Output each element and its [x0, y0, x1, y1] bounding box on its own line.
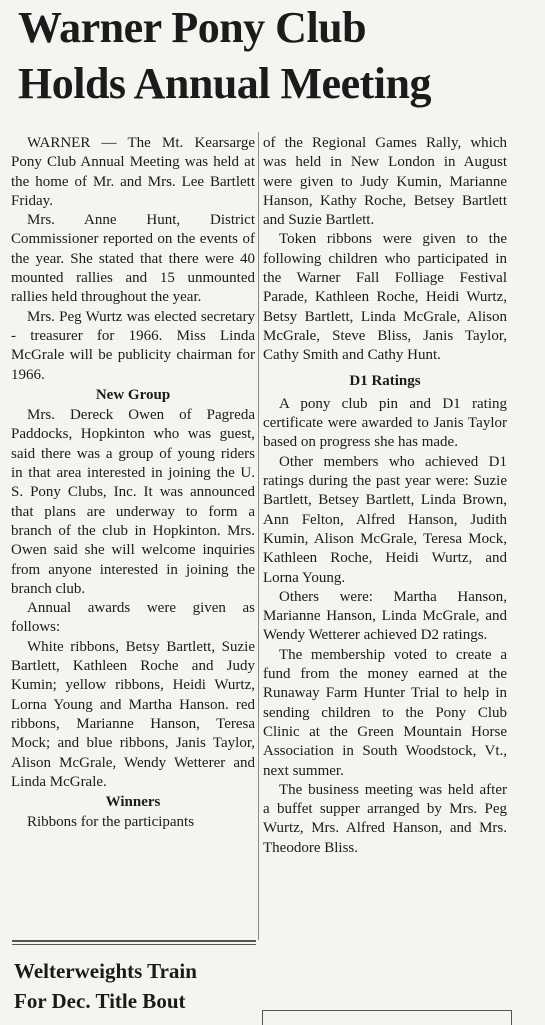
paragraph: Other members who achieved D1 ratings during the past year were: Suzie Bartlett, Betsey Bartlett, Linda Brown, Ann Felton, Alfred Hanson, Judith Kumin, Alison McGrale, Teresa Mock, Kathleen Roche, Heidi Wurtz, and Lorna Young. — [263, 453, 507, 586]
paragraph: of the Regional Games Rally, which was held in New London in August were given to Judy Kumin, Marianne Hanson, Kathy Roche, Betsey Bartlett and Suzie Bartlett. — [263, 135, 507, 229]
headline-line-2: Holds Annual Meeting — [18, 59, 431, 108]
adjacent-box-border — [262, 1010, 512, 1025]
subheading-new-group: New Group — [95, 386, 171, 403]
paragraph: Others were: Martha Hanson, Marianne Hanson, Linda McGrale, and Wendy Wetterer achieved D2 ratings. — [263, 588, 507, 644]
article-column-1 — [11, 134, 255, 833]
paragraph: Mrs. Anne Hunt, District Commissioner reported on the events of the year. She stated that there were 40 mounted rallies and 15 unmounted rallies held throughout the year. — [11, 212, 255, 306]
headline — [18, 0, 538, 112]
subheading-d1-ratings: D1 Ratings — [349, 372, 421, 389]
paragraph: Token ribbons were given to the following children who participated in the Warner Fall Folliage Festival Parade, Kathleen Roche, Heidi Wurtz, Betsy Bartlett, Linda McGrale, Alison McGrale, Steve Bliss, Janis Taylor, Cathy Smith and Cathy Hunt. — [263, 231, 507, 364]
article-column-2 — [263, 134, 507, 858]
paragraph: Ribbons for the participants — [27, 814, 195, 831]
headline-line-1: Warner Pony Club — [18, 3, 367, 52]
paragraph: The business meeting was held after a buffet supper arranged by Mrs. Peg Wurtz, Mrs. Alfred Hanson, and Mrs. Theodore Bliss. — [263, 781, 507, 856]
paragraph: Mrs. Peg Wurtz was elected secretary - treasurer for 1966. Miss Linda McGrale will be publicity chairman for 1966. — [11, 308, 255, 383]
paragraph: A pony club pin and D1 rating certificate were awarded to Janis Taylor based on progress she has made. — [263, 395, 507, 451]
next-article-line-1: Welterweights Train — [14, 959, 197, 983]
paragraph: Mrs. Dereck Owen of Pagreda Paddocks, Hopkinton who was guest, said there was a group of young riders in that area interested in joining the U. S. Pony Clubs, Inc. It was announced that plans are underway to form a branch of the club in Hopkinton. Mrs. Owen said she will welcome inquiries from anyone interested in joining the branch club. — [11, 407, 255, 597]
subheading-winners: Winners — [105, 794, 161, 811]
section-divider — [12, 940, 256, 942]
section-divider-thin — [12, 944, 256, 945]
next-article-line-2: For Dec. Title Bout — [14, 989, 186, 1013]
paragraph: The membership voted to create a fund from the money earned at the Runaway Farm Hunter Trial to help in sending children to the Pony Club Clinic at the Green Mountain Horse Association in South Woodstock, Vt., next summer. — [263, 646, 507, 779]
paragraph: Annual awards were given as follows: — [11, 600, 255, 636]
paragraph: White ribbons, Betsy Bartlett, Suzie Bartlett, Kathleen Roche and Judy Kumin; yellow ribbons, Heidi Wurtz, Lorna Young and Martha Hanson. red ribbons, Marianne Hanson, Teresa Mock; and blue ribbons, Janis Taylor, Alison McGrale, Wendy Wetterer and Linda McGrale. — [11, 638, 255, 790]
next-article-headline — [14, 956, 254, 1016]
paragraph: WARNER — The Mt. Kearsarge Pony Club Annual Meeting was held at the home of Mr. and Mrs. Lee Bartlett Friday. — [11, 135, 255, 209]
column-divider — [258, 132, 259, 940]
